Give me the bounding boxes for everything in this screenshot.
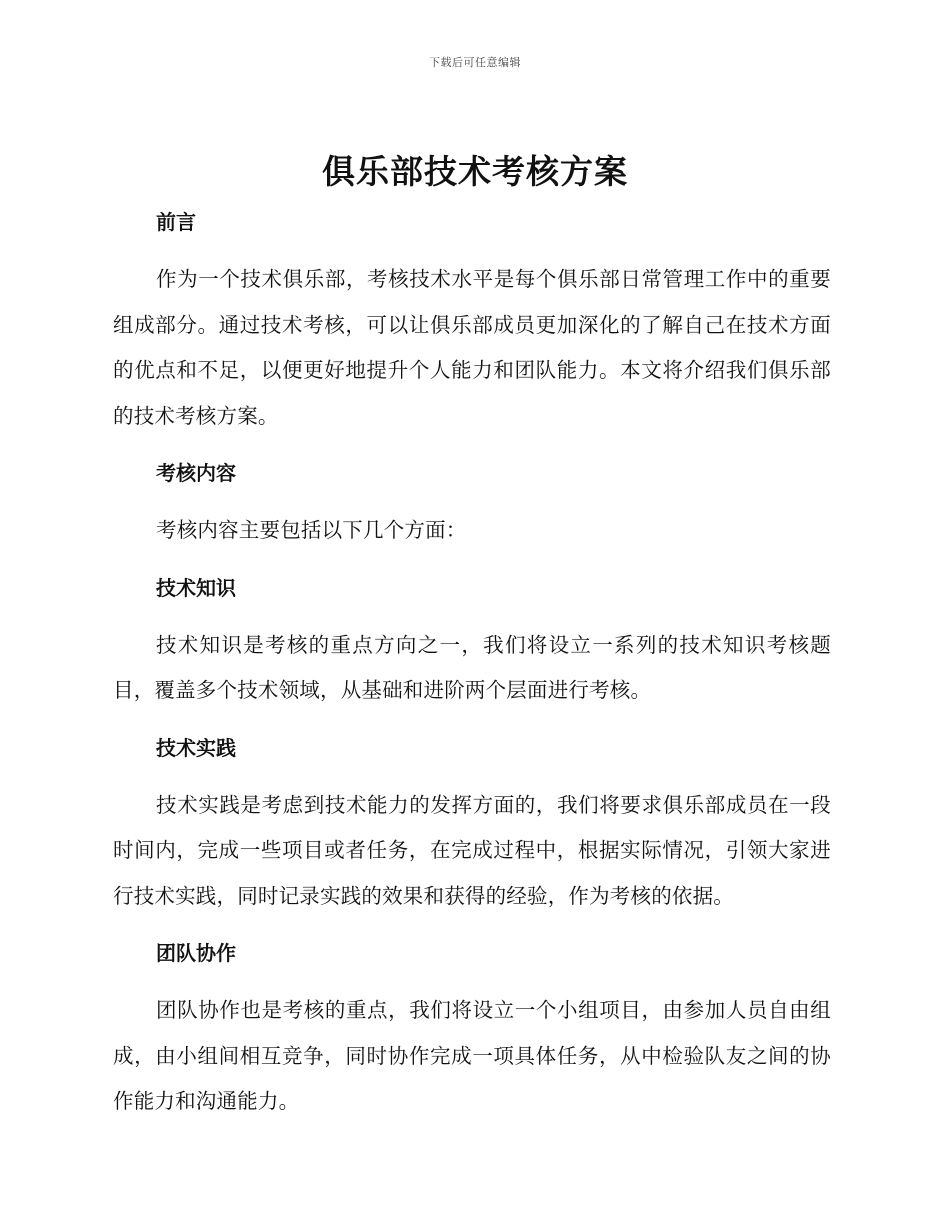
page-header-note: 下载后可任意编辑 — [429, 56, 521, 69]
section-paragraph-preface: 作为一个技术俱乐部，考核技术水平是每个俱乐部日常管理工作中的重要组成部分。通过技术考核，可以让俱乐部成员更加深化的了解自己在技术方面的优点和不足，以便更好地提升个人能力和团队能力。本文将介绍我们俱乐部的技术考核方案。 — [113, 267, 831, 428]
section-heading-preface: 前言 — [156, 210, 196, 234]
section-heading-technical-practice: 技术实践 — [156, 735, 236, 760]
section-heading-technical-knowledge: 技术知识 — [156, 575, 236, 600]
section-paragraph-technical-practice: 技术实践是考虑到技术能力的发挥方面的，我们将要求俱乐部成员在一段时间内，完成一些项目或者任务，在完成过程中，根据实际情况，引领大家进行技术实践，同时记录实践的效果和获得的经验，作为考核的依据。 — [113, 792, 831, 908]
document-title: 俱乐部技术考核方案 — [322, 152, 628, 191]
section-paragraph-teamwork: 团队协作也是考核的重点，我们将设立一个小组项目，由参加人员自由组成，由小组间相互竞争，同时协作完成一项具体任务，从中检验队友之间的协作能力和沟通能力。 — [113, 998, 831, 1113]
section-paragraph-technical-knowledge: 技术知识是考核的重点方向之一，我们将设立一系列的技术知识考核题目，覆盖多个技术领域，从基础和进阶两个层面进行考核。 — [113, 632, 831, 702]
document-body — [113, 200, 831, 1125]
section-heading-assessment-content: 考核内容 — [156, 461, 236, 485]
section-paragraph-assessment-content: 考核内容主要包括以下几个方面： — [156, 518, 467, 542]
section-heading-teamwork: 团队协作 — [156, 941, 236, 965]
